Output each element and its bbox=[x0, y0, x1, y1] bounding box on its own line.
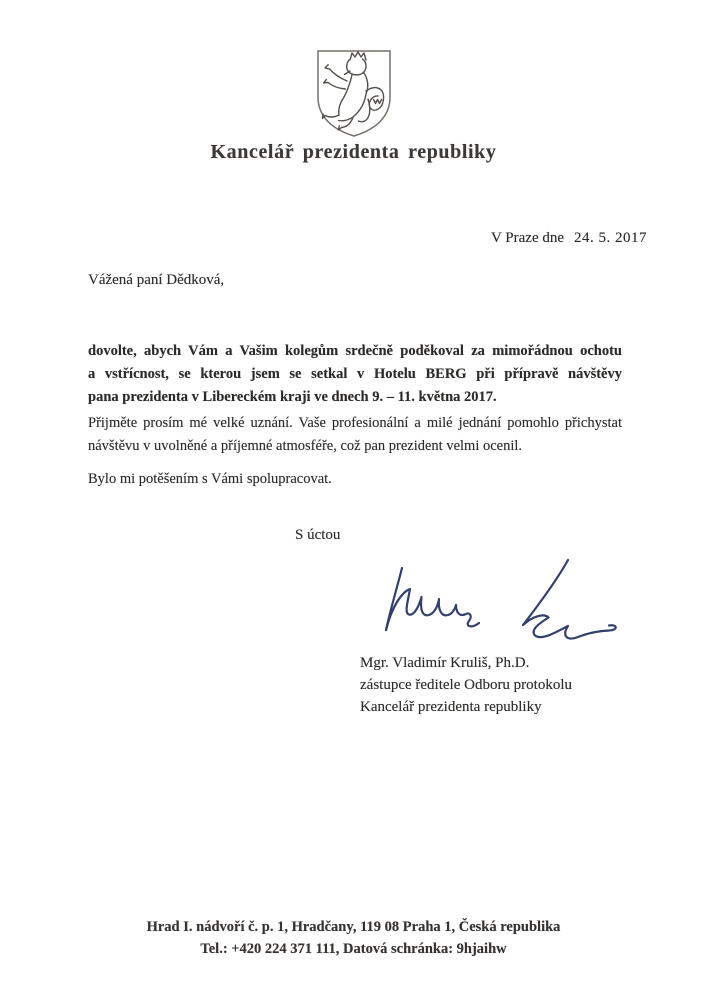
signer-name: Mgr. Vladimír Kruliš, Ph.D. bbox=[360, 655, 530, 671]
paragraph-thanks-line: pana prezidenta v Libereckém kraji ve dnech 9. – 11. května 2017. bbox=[88, 389, 497, 405]
paragraph-thanks-line: dovolte, abych Vám a Vašim kolegům srdečně poděkoval za mimořádnou ochotu bbox=[88, 343, 622, 359]
letter-footer bbox=[0, 916, 707, 960]
valediction: S úctou bbox=[295, 527, 341, 543]
footer-address: Hrad I. nádvoří č. p. 1, Hradčany, 119 08 Praha 1, Česká republika bbox=[146, 919, 561, 935]
letterhead-title: Kancelář prezidenta republiky bbox=[210, 141, 497, 163]
date-place-label: V Praze dne bbox=[491, 230, 565, 246]
paragraph-appreciation-line: Přijměte prosím mé velké uznání. Vaše profesionální a milé jednání pomohlo přichystat bbox=[88, 415, 622, 431]
footer-contact: Tel.: +420 224 371 111, Datová schránka: 9hjaihw bbox=[200, 941, 507, 957]
czech-lion-emblem-icon bbox=[312, 47, 396, 140]
paragraph-thanks-line: a vstřícnost, se kterou jsem se setkal v Hotelu BERG při přípravě návštěvy bbox=[88, 366, 622, 382]
signer-block bbox=[360, 652, 572, 718]
paragraph-appreciation bbox=[88, 412, 622, 458]
paragraph-pleasure bbox=[88, 468, 622, 491]
date-value: 24. 5. 2017 bbox=[574, 230, 648, 246]
paragraph-thanks bbox=[88, 340, 622, 409]
salutation: Vážená paní Dědková, bbox=[88, 272, 225, 288]
paragraph-pleasure-line: Bylo mi potěšením s Vámi spolupracovat. bbox=[88, 471, 332, 487]
signer-org: Kancelář prezidenta republiky bbox=[360, 699, 542, 715]
date-line bbox=[491, 230, 647, 247]
handwritten-signature bbox=[372, 556, 630, 658]
signer-title: zástupce ředitele Odboru protokolu bbox=[360, 677, 573, 693]
paragraph-appreciation-line: návštěvu v uvolněné a příjemné atmosféře, což pan prezident velmi ocenil. bbox=[88, 438, 523, 454]
